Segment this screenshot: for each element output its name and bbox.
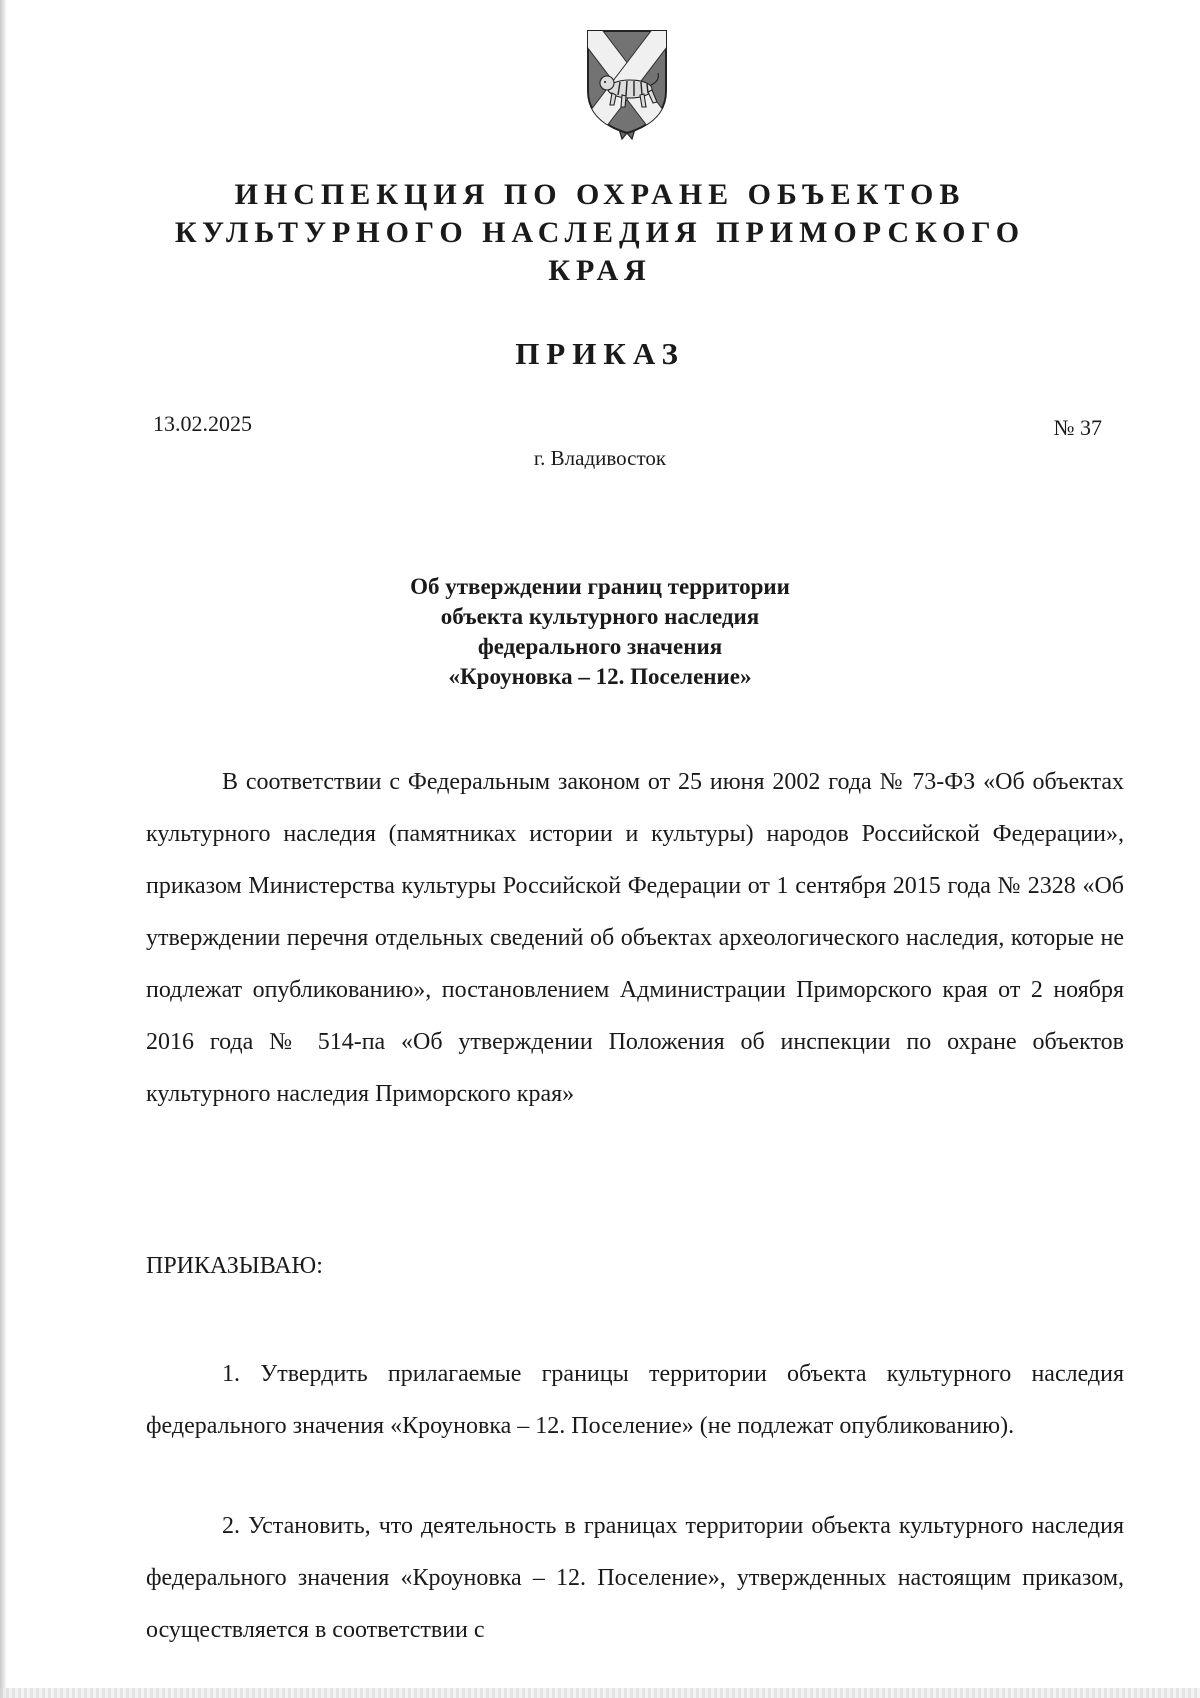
- title-line: федерального значения: [477, 634, 723, 659]
- title-line: объекта культурного наследия: [440, 604, 760, 629]
- document-city: г. Владивосток: [533, 446, 667, 470]
- preamble-paragraph: В соответствии с Федеральным законом от 25 июня 2002 года № 73-ФЗ «Об объектах культурного наследия (памятниках истории и культуры) народов Российской Федерации», приказом Министерства культуры Российской Федерации от 1 сентября 2015 года № 2328 «Об утверждении перечня отдельных сведений об объектах археологического наследия, которые не подлежат опубликованию», постановлением Администрации Приморского края от 2 ноября 2016 года № 514-па «Об утверждении Положения об инспекции по охране объектов культурного наследия Приморского края»: [146, 769, 1124, 1107]
- scan-edge: [0, 0, 7, 1698]
- organization-name-line-1: ИНСПЕКЦИЯ ПО ОХРАНЕ ОБЪЕКТОВ: [234, 178, 966, 211]
- document-date: 13.02.2025: [153, 411, 252, 436]
- order-item-2: 2. Установить, что деятельность в границах территории объекта культурного наследия федерального значения «Кроуновка – 12. Поселение», утвержденных настоящим приказом, осуществляется в соответствии с: [146, 1513, 1124, 1643]
- title-line: «Кроуновка – 12. Поселение»: [448, 664, 752, 689]
- order-word: ПРИКАЗЫВАЮ:: [146, 1253, 323, 1279]
- document-type: ПРИКАЗ: [515, 336, 685, 371]
- order-item-1: 1. Утвердить прилагаемые границы территории объекта культурного наследия федерального значения «Кроуновка – 12. Поселение» (не подлежат опубликованию).: [146, 1361, 1124, 1439]
- title-line: Об утверждении границ территории: [410, 574, 790, 599]
- scan-edge-bottom: [0, 1688, 1200, 1698]
- organization-name-line-2: КУЛЬТУРНОГО НАСЛЕДИЯ ПРИМОРСКОГО КРАЯ: [174, 216, 1026, 287]
- primorsky-krai-coat-of-arms-icon: [586, 29, 668, 147]
- document-number: № 37: [1053, 415, 1102, 440]
- document-title: [300, 572, 900, 692]
